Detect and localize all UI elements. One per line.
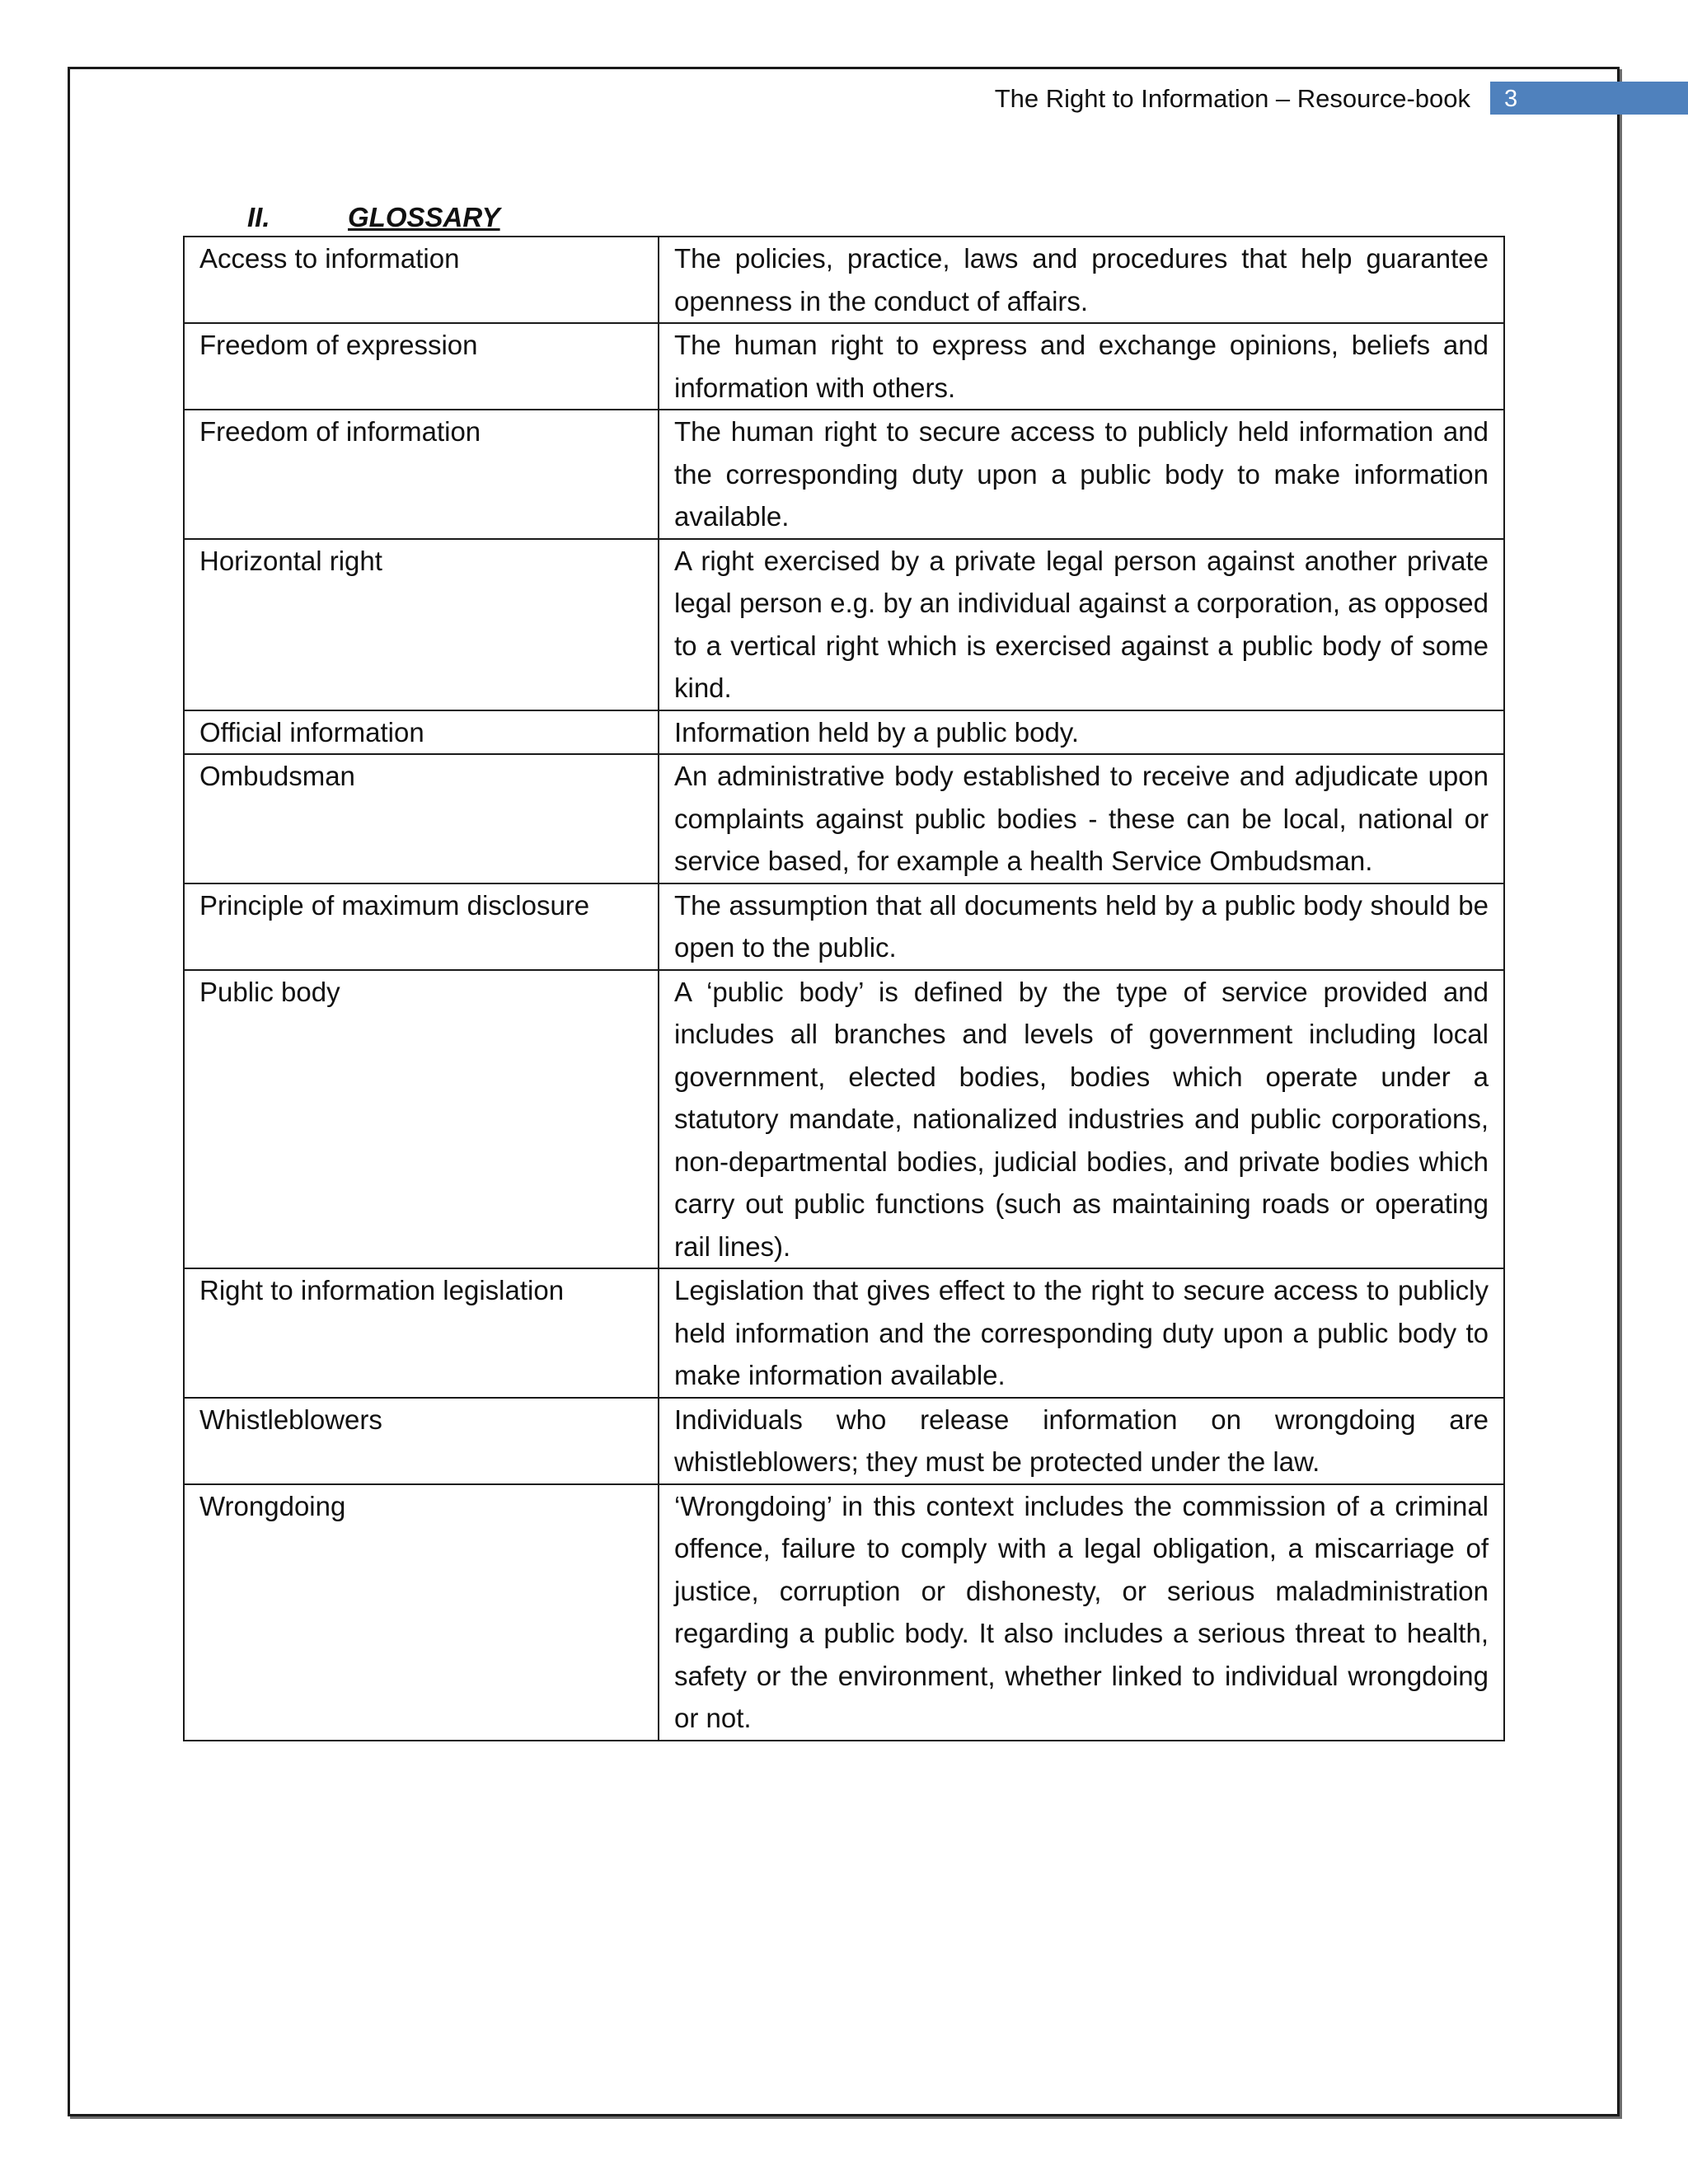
glossary-definition: A right exercised by a private legal person against another private legal person e.g. by an individual against a corporation, as opposed to a vertical right which is exercised against a public body of some kind. xyxy=(659,539,1504,710)
section-number: II. xyxy=(247,202,270,232)
table-row xyxy=(184,710,1504,755)
table-row xyxy=(184,1484,1504,1741)
glossary-definition: The policies, practice, laws and procedures that help guarantee openness in the conduct of affairs. xyxy=(659,237,1504,323)
glossary-definition: The human right to express and exchange opinions, beliefs and information with others. xyxy=(659,323,1504,410)
table-row xyxy=(184,237,1504,323)
page-number: 3 xyxy=(1504,86,1518,112)
page-number-bar xyxy=(1490,82,1688,115)
glossary-term: Freedom of information xyxy=(184,410,659,539)
glossary-definition: Legislation that gives effect to the right to secure access to publicly held information and the corresponding duty upon a public body to make information available. xyxy=(659,1268,1504,1398)
glossary-term: Access to information xyxy=(184,237,659,323)
glossary-term: Principle of maximum disclosure xyxy=(184,883,659,970)
glossary-definition: ‘Wrongdoing’ in this context includes the commission of a criminal offence, failure to comply with a legal obligation, a miscarriage of justice, corruption or dishonesty, or serious maladministration regarding a public body. It also includes a serious threat to health, safety or the environment, whether linked to individual wrongdoing or not. xyxy=(659,1484,1504,1741)
table-row xyxy=(184,410,1504,539)
glossary-term: Whistleblowers xyxy=(184,1398,659,1484)
table-row xyxy=(184,883,1504,970)
table-row xyxy=(184,539,1504,710)
table-row xyxy=(184,323,1504,410)
glossary-definition: A ‘public body’ is defined by the type of service provided and includes all branches and levels of government including local government, elected bodies, bodies which operate under a statutory mandate, nationalized industries and public corporations, non-departmental bodies, judicial bodies, and private bodies which carry out public functions (such as maintaining roads or operating rail lines). xyxy=(659,970,1504,1269)
glossary-definition: An administrative body established to receive and adjudicate upon complaints against public bodies - these can be local, national or service based, for example a health Service Ombudsman. xyxy=(659,754,1504,883)
glossary-table xyxy=(183,236,1505,1741)
table-row xyxy=(184,754,1504,883)
section-title: GLOSSARY xyxy=(348,202,500,232)
glossary-definition: Individuals who release information on wrongdoing are whistleblowers; they must be protected under the law. xyxy=(659,1398,1504,1484)
glossary-term: Horizontal right xyxy=(184,539,659,710)
running-header-title: The Right to Information – Resource-book xyxy=(994,84,1470,113)
glossary-term: Public body xyxy=(184,970,659,1269)
glossary-term: Wrongdoing xyxy=(184,1484,659,1741)
glossary-definition: Information held by a public body. xyxy=(659,710,1504,755)
glossary-term: Right to information legislation xyxy=(184,1268,659,1398)
table-row xyxy=(184,1268,1504,1398)
section-heading xyxy=(247,201,500,234)
glossary-definition: The human right to secure access to publicly held information and the corresponding duty upon a public body to make information available. xyxy=(659,410,1504,539)
glossary-definition: The assumption that all documents held by a public body should be open to the public. xyxy=(659,883,1504,970)
table-row xyxy=(184,970,1504,1269)
table-row xyxy=(184,1398,1504,1484)
glossary-term: Ombudsman xyxy=(184,754,659,883)
glossary-term: Freedom of expression xyxy=(184,323,659,410)
glossary-term: Official information xyxy=(184,710,659,755)
